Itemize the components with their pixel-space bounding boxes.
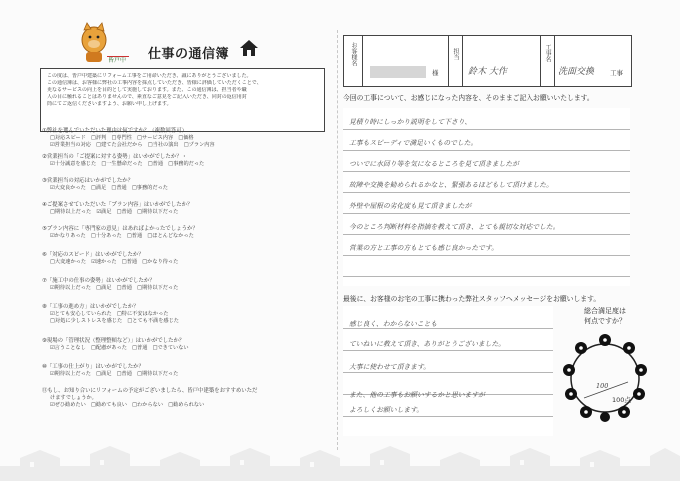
question-text: ⑩「工事の仕上がり」はいかがでしたか？ — [42, 364, 144, 370]
rule-line — [343, 150, 630, 151]
work-name-cell — [554, 36, 631, 86]
mascot-logo-icon — [78, 22, 130, 66]
staff-label-cell — [448, 36, 463, 86]
rule-line — [343, 328, 553, 329]
rule-line — [343, 192, 630, 193]
work-label: 工事名 — [544, 44, 551, 62]
comment-line: 今のところ判断材料を指摘を教えて頂き、とても親切な対応でした。 — [349, 223, 560, 231]
message-line: ていねいに教えて頂き、ありがとうございました。 — [349, 340, 506, 348]
answer-options: ☑営業担当の対応 □建てた会社だから □当社の演出 □プラン内容 — [50, 142, 215, 148]
customer-label: お客様名 — [350, 42, 357, 66]
section1-title: 今回の工事について、お感じになった内容を、そのままご記入お願いいたします。 — [343, 94, 594, 102]
comment-line: 故障や交換を勧められるかなと、緊張あるほどもして頂けました。 — [349, 181, 553, 189]
rule-line — [343, 255, 630, 256]
section2-title: 最後に、お客様のお宅の工事に携わった弊社スタッフへメッセージをお願いします。 — [343, 295, 601, 303]
satisfaction-title — [573, 306, 637, 326]
question-11 — [42, 388, 332, 409]
answer-options: □期待以上だった ☑満足 □普通 □期待以下だった — [50, 209, 179, 215]
answer-options: ☑かなりあった □十分あった □普通 □ほとんどなかった — [50, 233, 194, 239]
intro-line: 更なるサービスの向上を目的として実施しております。また、この通信簿は、担当者や職 — [47, 87, 247, 94]
rule-line — [343, 213, 630, 214]
answer-options: ☑期待以上だった □満足 □普通 □期待以下だった — [50, 371, 179, 377]
satisfaction-title-line1: 総合満足度は — [584, 307, 626, 315]
answer-options: □大変速かった ☑速かった □普通 □かなり待った — [50, 259, 179, 265]
svg-text:皆戸中: 皆戸中 — [108, 57, 127, 64]
answer-options: ☑とても安心していられた □特に不安はなかった — [50, 311, 169, 317]
question-9 — [42, 338, 332, 352]
work-name: 洗面交換 — [558, 67, 595, 77]
rule-line — [343, 129, 630, 130]
page-title: 仕事の通信簿 — [148, 47, 230, 62]
customer-suffix: 様 — [432, 69, 439, 77]
score-out-of: 100点 — [612, 396, 631, 404]
rule-line — [343, 372, 553, 373]
wreath-icon — [556, 326, 654, 436]
intro-box — [40, 68, 325, 132]
comment-line: ついでに水回り等を気になるところを見て頂きましたが — [349, 160, 519, 168]
comment-box — [343, 108, 630, 286]
answer-options: ☑言うことなし □配慮があった □普通 □できていない — [50, 345, 189, 351]
question-4 — [42, 202, 332, 216]
question-text: ③営業担当の対応はいかがでしたか？ — [42, 178, 134, 184]
redacted-name — [370, 66, 426, 78]
question-text: ②営業担当の「ご提案に対する姿勢」はいかがでしたか？・ — [42, 154, 187, 160]
town-silhouette-icon — [0, 436, 680, 481]
question-2 — [42, 154, 332, 168]
answer-options: ☑大変良かった □満足 □普通 □事務的だった — [50, 185, 168, 191]
message-line: 感じ良く、わからないことも — [349, 320, 438, 328]
answer-options: □対応スピード □評判 □専門性 □サービス内容 □価格 — [50, 135, 194, 141]
comment-line: 工事もスピーディで満足いくものでした。 — [349, 139, 478, 147]
intro-line: 人の目に触れることはありませんので、素直なご意見をご記入いただき、同封の返信用封 — [47, 94, 247, 101]
question-text: ④ご提案させていただいた「プラン内容」はいかがでしたか？ — [42, 202, 193, 208]
rule-line — [343, 171, 630, 172]
message-line: 大事に使わせて頂きます。 — [349, 363, 431, 371]
house-icon — [240, 40, 258, 56]
customer-label-cell — [344, 36, 363, 86]
rule-line — [343, 350, 553, 351]
work-label-cell — [540, 36, 555, 86]
message-line: よろしくお願いします。 — [349, 406, 424, 414]
intro-line: 筒にてご返信くださいますよう、お願い申し上げます。 — [47, 101, 172, 108]
rule-line — [343, 276, 630, 277]
answer-options: ☑ぜひ勧めたい □勧めても良い □わからない □勧められない — [50, 402, 205, 408]
question-6 — [42, 252, 332, 266]
comment-line: 外壁や屋根の劣化度も見て頂きましたが — [349, 202, 472, 210]
score-value: 100 — [596, 382, 609, 390]
answer-options: ☑十分誠意を感じた □一生懸命だった □普通 □事務的だった — [50, 161, 205, 167]
work-suffix: 工事 — [610, 69, 623, 77]
comment-line: 営業の方と工事の方もとても感じ良かったです。 — [349, 244, 498, 252]
header-box — [343, 35, 632, 87]
rule-line — [343, 234, 630, 235]
message-line: また、他の工事もお願いするかと思いますが — [349, 391, 485, 399]
center-divider — [337, 30, 339, 450]
intro-line: この度は、皆戸中建築にリフォーム工事をご用命いただき、誠にありがとうございました。 — [47, 73, 252, 79]
comment-line: 見積り時にしっかり説明をして下さり、 — [349, 118, 472, 126]
question-text: ⑧「工事の進め方」はいかがでしたか？ — [42, 304, 139, 310]
answer-options: □対処に少しストレスを感じた □とても不満を感じた — [50, 318, 179, 324]
staff-name: 鈴木 大作 — [468, 67, 507, 77]
question-text: ⑨現場の「管理状況（整理整頓など）」はいかがでしたか？ — [42, 338, 185, 344]
question-1 — [42, 128, 332, 149]
question-text: ⑥「対応のスピード」はいかがでしたか？ — [42, 252, 144, 258]
message-lines-area — [343, 306, 553, 436]
question-5 — [42, 226, 332, 240]
customer-name-cell — [362, 36, 449, 86]
question-3 — [42, 178, 332, 192]
question-8 — [42, 304, 332, 325]
answer-options: ☑期待以上だった □満足 □普通 □期待以下だった — [50, 285, 179, 291]
question-text: ⑤プラン内容に「専門家の意見」はあればよかったでしょうか？ — [42, 226, 198, 232]
staff-name-cell — [462, 36, 541, 86]
staff-label: 担当 — [452, 48, 459, 60]
question-text: ⑪もし、お知り合いにリフォームの予定がございましたら、皆戸中建築をおすすめいただ — [42, 388, 258, 394]
satisfaction-title-line2: 何点ですか？ — [584, 317, 626, 325]
question-10 — [42, 364, 332, 378]
intro-line: この通信簿は、お客様に弊社の工事内容を採点していただき、皆様に評価していただくことで、 — [47, 80, 262, 87]
answer-options: けますでしょうか。 — [50, 395, 97, 401]
question-7 — [42, 278, 332, 292]
question-text: ①弊社を選んでいただいた理由は何ですか？（複数回答可） — [42, 128, 187, 134]
question-text: ⑦「施工中の仕事の姿勢」はいかがでしたか？ — [42, 278, 155, 284]
rule-line — [343, 416, 553, 417]
